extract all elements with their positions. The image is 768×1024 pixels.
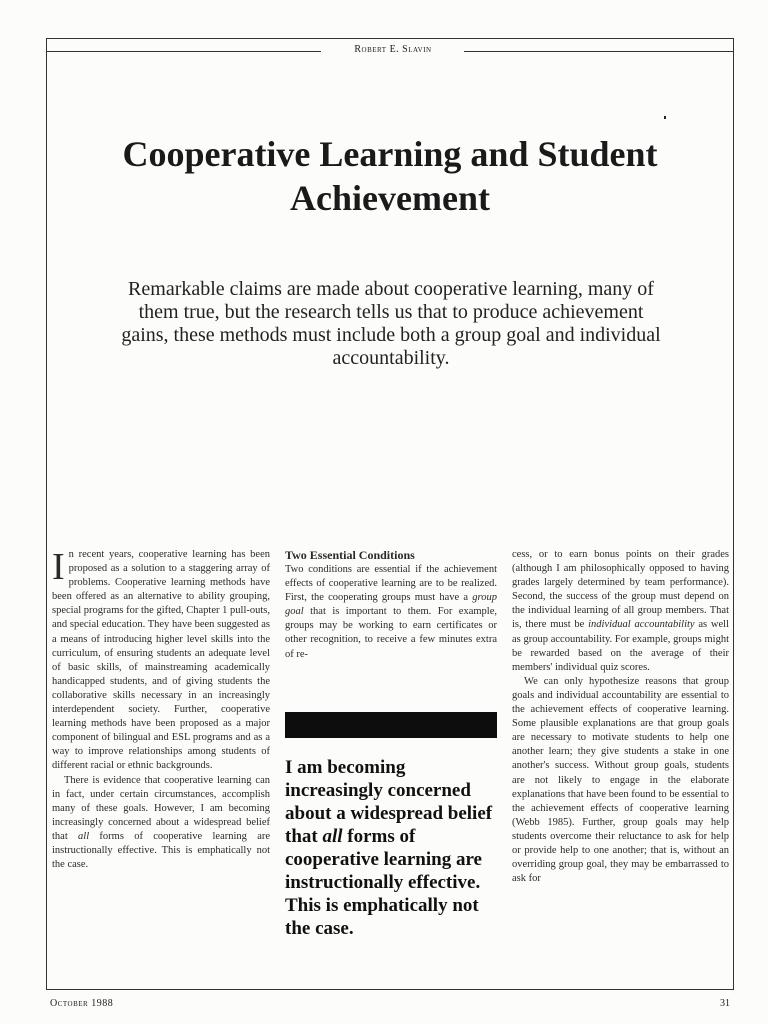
text-span: forms of cooperative learning are instructionally effective. This is emphatically not the case. [52, 830, 271, 871]
section-heading: Two Essential Conditions [285, 548, 415, 562]
column-2 [285, 548, 497, 662]
emphasis: all [322, 826, 343, 847]
footer-rule [46, 989, 734, 990]
pull-quote [285, 756, 500, 940]
text-span: that is important to them. For example, groups may be working to earn certificates or other recognition, to receive a few minutes extra of re- [285, 606, 497, 660]
column-3-paragraph-2: We can only hypothesize reasons that group goals and individual accountability are essential to the achievement effects of cooperative learning. Some plausible explanations are that group goals are necessary to motivate students to help one another learn; they give students a stake in one another's success. Without group goals, students are not likely to engage in the elaborate explanations that have been found to be essential to the achievement effects of cooperative learning (Webb 1985). Further, group goals may help students overcome their reluctance to ask for help or provide help to one another; that is, without an overriding group goal, they may be embarrassed to ask for [512, 675, 729, 885]
header-rule-right [464, 51, 734, 52]
emphasis: individual accountability [588, 619, 695, 631]
text-span: Two conditions are essential if the achievement effects of cooperative learning are to be realized. First, the cooperating groups must have a [285, 564, 497, 604]
page-number: 31 [720, 998, 730, 1009]
issue-date: October 1988 [50, 998, 114, 1009]
text-span: I am becoming increasingly concerned about a widespread belief that [285, 757, 493, 847]
author-name: Robert E. Slavin [354, 44, 432, 55]
running-header [46, 44, 734, 58]
text-span: as well as group accountability. For example, groups might be rewarded based on the average of their members' individual quiz scores. [512, 619, 729, 673]
text-span: forms of cooperative learning are instructionally effective. This is emphatically not the case. [285, 826, 482, 939]
text-span: There is evidence that cooperative learning can in fact, under certain circumstances, accomplish many of these goals. However, I am becoming increasingly concerned about a widespread belief that [52, 774, 270, 842]
emphasis: all [78, 830, 90, 842]
column-3-paragraph-1 [512, 548, 729, 675]
print-speck [664, 116, 666, 119]
text-span: cess, or to earn bonus points on their grades (although I am philosophically opposed to having grades largely determined by team performance). Second, the success of the group must depend on the individual learning of all group members. That is, there must be [512, 549, 729, 631]
article-subtitle: Remarkable claims are made about cooperative learning, many of them true, but the research tells us that to produce achievement gains, these methods must include both a group goal and individual accountability. [121, 278, 661, 369]
header-rule-left [46, 51, 321, 52]
column-3 [512, 548, 729, 886]
column-1-paragraph-1 [52, 548, 270, 774]
article-title: Cooperative Learning and Student Achievement [122, 134, 658, 218]
column-1 [52, 548, 270, 872]
column-1-text: n recent years, cooperative learning has been proposed as a solution to a staggering array of problems. Cooperative learning methods have been offered as an alternative to ability grouping, special programs for the gifted, Chapter 1 pull-outs, and special education. They have been suggested as a means of introducing higher level skills into the curriculum, of ensuring students an adequate level of basic skills, of mainstreaming academically handicapped students, and of giving students the collaborative skills necessary in an increasingly interdependent society. Further, cooperative learning methods have been proposed as a major component of bilingual and ESL programs and as a way to improve relationships among students of different racial or ethnic backgrounds. [52, 549, 270, 772]
pullquote-bar [285, 712, 497, 738]
drop-cap: I [52, 546, 65, 588]
emphasis: group goal [285, 592, 497, 618]
column-2-paragraph-1 [285, 563, 497, 662]
column-1-paragraph-2 [52, 774, 270, 873]
